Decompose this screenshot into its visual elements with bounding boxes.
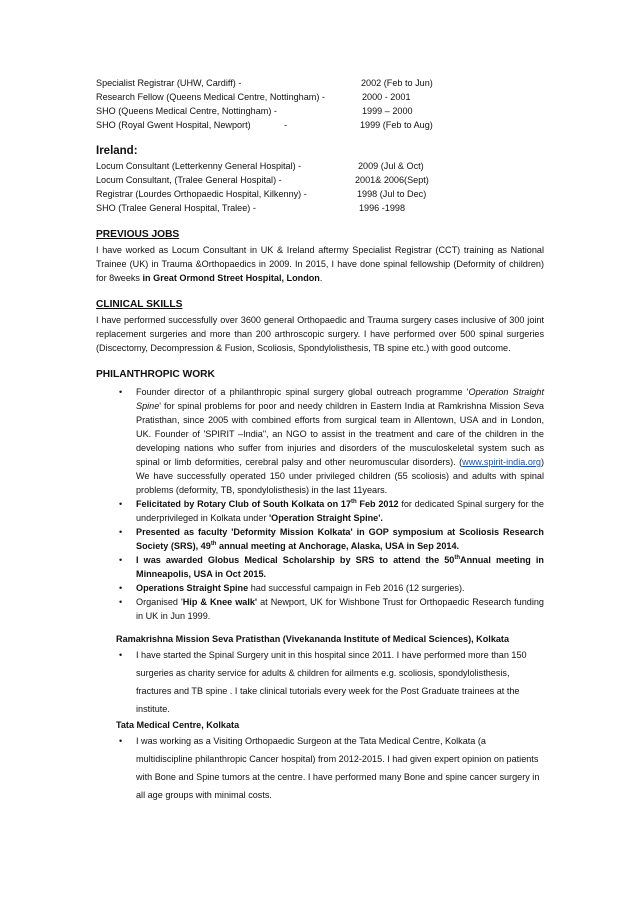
position-dash: - [284,120,288,130]
item-sup: th [210,540,217,547]
item-bold: Presented as faculty 'Deformity Mission Kolkata' in GOP symposium at Scoliosis Research Society (SRS), 49 [136,527,544,551]
item-italic: Operation Straight Spine [136,387,544,411]
item-text: for dedicated Spinal surgery for the underprivileged in Kolkata under [136,499,544,523]
position-period: 1996 -1998 [359,203,406,213]
period-mark: . [319,273,323,283]
item-text: Organised ' [136,597,183,607]
philanthropic-heading: PHILANTHROPIC WORK [96,369,215,380]
item-bold: I was awarded Globus Medical Scholarship by SRS to attend the 50 [136,555,455,565]
list-item: • I was working as a Visiting Orthopaedic Surgeon at the Tata Medical Centre, Kolkata (a multidiscipline philanthropic Cancer hospital) from 2012-2015. I had given expert opinion on patients with Bone and Spine tumors at the centre. I have performed many Bone and spine cancer surgery in all age groups with minimal costs. [136,732,544,804]
item-bold: 'Operation Straight Spine'. [268,513,383,523]
position-period: 2009 (Jul & Oct) [358,161,424,171]
position-row [96,201,544,215]
position-period: 2002 (Feb to Jun) [361,78,433,88]
item-bold: Hip & Knee walk' [182,597,258,607]
position-role: Locum Consultant (Letterkenny General Hospital) - [96,161,302,171]
item-text: ' for spinal problems for poor and needy children in Eastern India at Ramkrishna Mission Seva Pratisthan, since 2005 with combined efforts from surgical team in Allentown, USA and in London, UK. Founder of 'SPIRIT –India", an NGO to assist in the treatment and care of the children in the developing nations who suffer from injuries and disorders of the musculoskeletal system such as spinal or limb deformities, cerebral palsy and other neuromuscular disorders). ( [136,401,544,467]
ireland-heading: Ireland: [96,145,138,157]
position-period: 1999 – 2000 [362,106,413,116]
item-bold: Annual meeting in Minneapolis, USA in Oct 2015. [136,555,544,579]
clinical-skills-heading: CLINICAL SKILLS [96,299,183,310]
position-row [96,104,544,118]
item-sup: th [454,554,461,561]
philanthropic-list [96,385,544,623]
item-bold: Operations Straight Spine [136,583,249,593]
item-text: at Newport, UK for Wishbone Trust for Orthopaedic Research funding in UK in Jun 1999. [136,597,544,621]
position-period: 2000 - 2001 [362,92,411,102]
rkm-list [96,646,544,718]
position-period: 2001& 2006(Sept) [355,175,429,185]
position-role: Research Fellow (Queens Medical Centre, Nottingham) - [96,92,325,102]
spirit-india-link[interactable]: www.spirit-india.org [462,457,541,467]
item-text: had successful campaign in Feb 2016 (12 surgeries). [248,583,465,593]
clinical-skills-text: I have performed successfully over 3600 general Orthopaedic and Trauma surgery cases inclusive of 300 joint replacement surgeries and more than 200 arthroscopic surgery. I have performed over 500 spinal surgeries (Discectomy, Decompression & Fusion, Scoliosis, Spondylolisthesis, TB spine etc.) with good outcome. [96,315,544,353]
list-item [136,385,544,497]
previous-jobs-text [96,243,544,285]
tata-list [96,732,544,804]
position-role: SHO (Royal Gwent Hospital, Newport) [96,120,251,130]
item-bold: Felicitated by Rotary Club of South Kolkata on 17 [136,499,351,509]
item-text: ) We have successfully operated 150 under privileged children (55 scoliosis) and adults with spinal problems (deformity, TB, spondylolisthesis) in the last 11years. [136,457,544,495]
list-item [136,581,544,595]
position-role: SHO (Queens Medical Centre, Nottingham) - [96,106,277,116]
list-item [136,553,544,581]
position-role: Specialist Registrar (UHW, Cardiff) - [96,78,242,88]
position-role: Registrar (Lourdes Orthopaedic Hospital, Kilkenny) - [96,189,307,199]
position-row [96,90,544,104]
list-item [136,497,544,525]
list-item: • I have started the Spinal Surgery unit in this hospital since 2011. I have performed more than 150 surgeries as charity service for adults & children for ailments e.g. scoliosis, spondylolisthesis, fractures and TB spine . I take clinical tutorials every week for the Post Graduate trainees at the institute. [136,646,544,718]
position-period: 1998 (Jul to Dec) [357,189,427,199]
item-sup: th [351,498,357,505]
previous-jobs-hospital: in Great Ormond Street Hospital, London [142,273,320,283]
tata-heading: Tata Medical Centre, Kolkata [116,720,240,730]
position-period: 1999 (Feb to Aug) [360,120,433,130]
uk-positions [96,76,544,132]
rkm-heading: Ramakrishna Mission Seva Pratisthan (Vivekananda Institute of Medical Sciences), Kolkata [116,634,510,644]
previous-jobs-body: I have worked as Locum Consultant in UK & Ireland aftermy Specialist Registrar (CCT) training as National Trainee (UK) in Trauma &Orthopaedics in 2009. In 2015, I have done spinal fellowship (Deformity of children) for 8weeks [96,245,544,283]
position-row [96,118,544,132]
previous-jobs-heading: PREVIOUS JOBS [96,229,180,240]
item-text: Founder director of a philanthropic spinal surgery global outreach programme ' [136,387,469,397]
list-item [136,525,544,553]
position-row [96,187,544,201]
ireland-positions [96,159,544,215]
item-bold: Feb 2012 [359,499,399,509]
position-row [96,159,544,173]
list-item [136,595,544,623]
position-role: Locum Consultant, (Tralee General Hospital) - [96,175,282,185]
position-row [96,76,544,90]
cv-page [96,76,544,804]
item-bold: annual meeting at Anchorage, Alaska, USA in Sep 2014. [219,541,460,551]
position-role: SHO (Tralee General Hospital, Tralee) - [96,203,256,213]
position-row [96,173,544,187]
